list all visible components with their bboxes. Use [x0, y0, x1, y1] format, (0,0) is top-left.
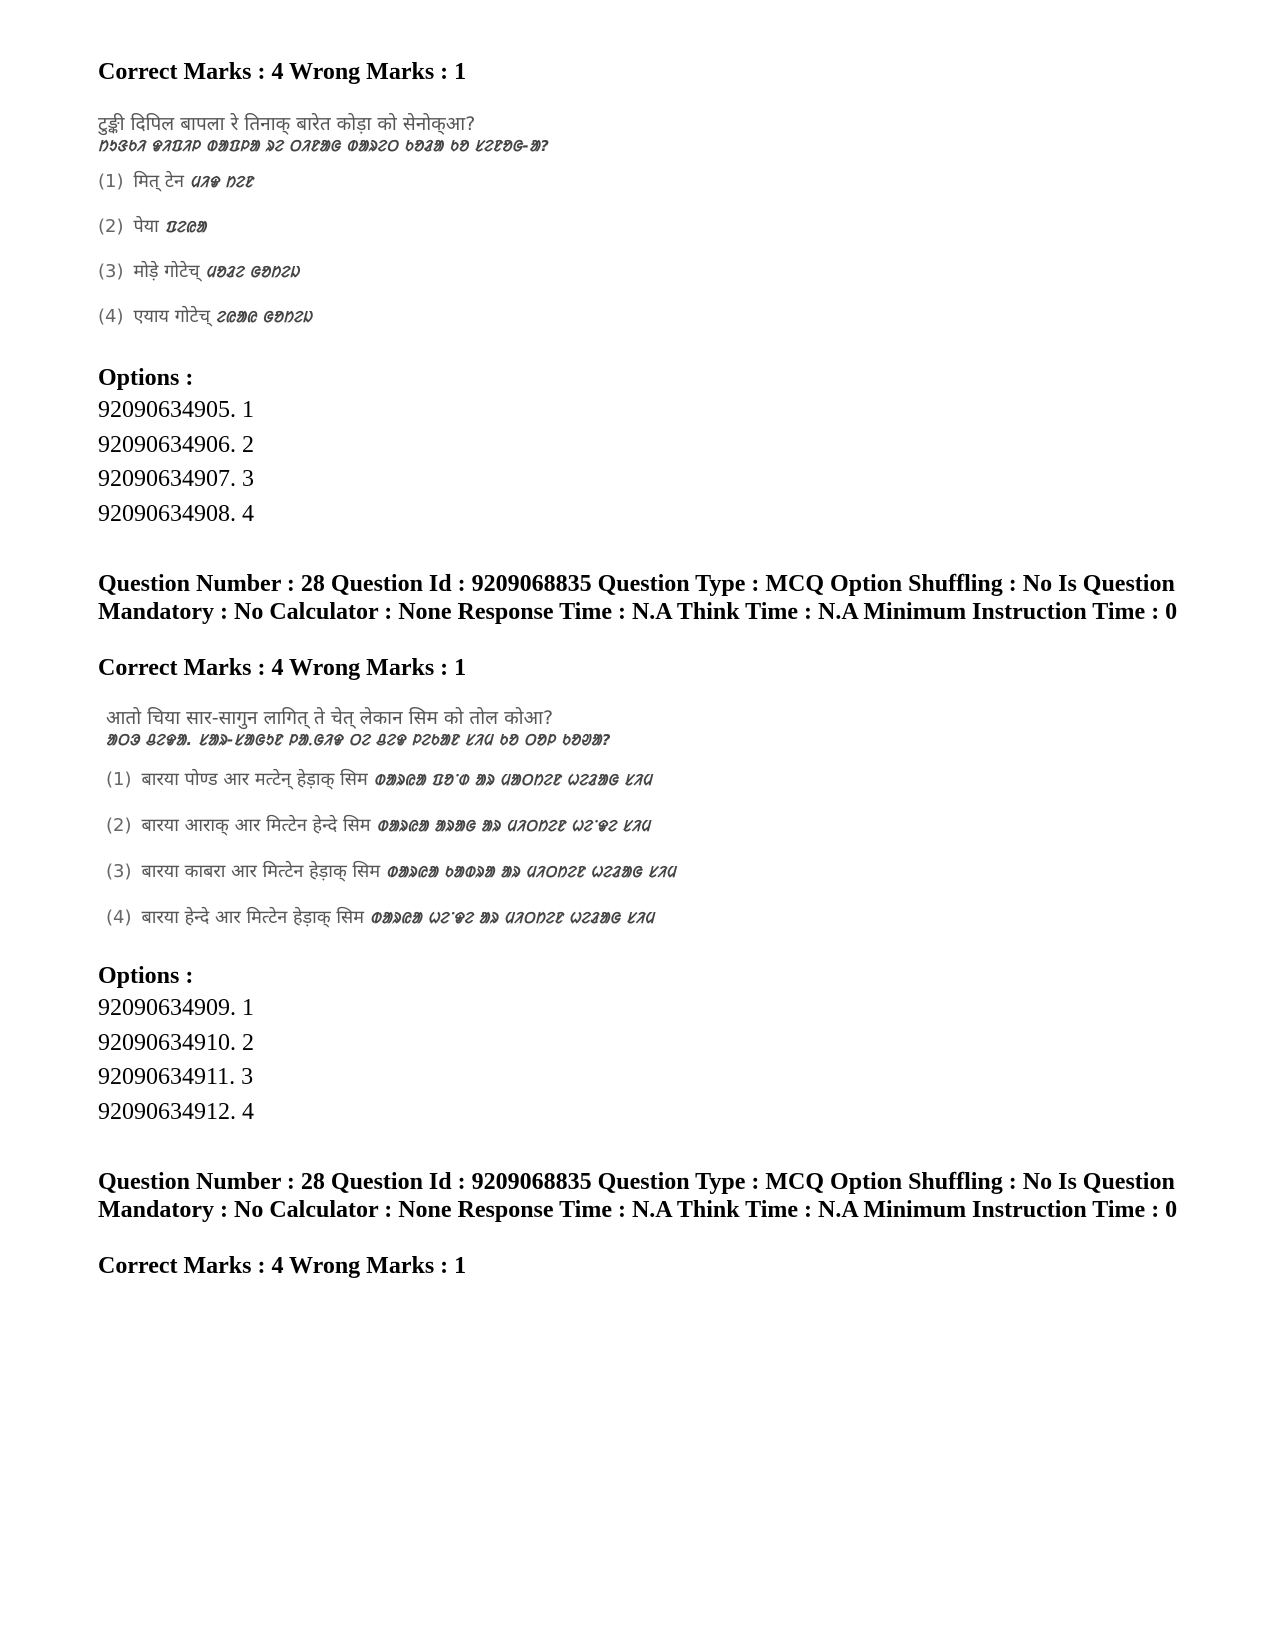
marks-line: Correct Marks : 4 Wrong Marks : 1 [98, 1253, 467, 1279]
option-item: 92090634909. 1 [98, 995, 254, 1021]
image-option: (1) बारया पोण्ड आर मत्टेन् हेड़ाक् सिम ᱵᱟᱨᱭᱟ ᱯᱚᱸᱰ ᱟᱨ ᱢᱟᱛᱴᱮᱱ ᱦᱮᱲᱟᱜ ᱥᱤᱢ [106, 769, 653, 790]
image-option: (3) मोड़े गोटेच् ᱢᱚᱲᱮ ᱜᱚᱴᱮᱡ [98, 261, 300, 282]
option-list [98, 991, 254, 1129]
question-text-devanagari: आतो चिया सार-सागुन लागित् ते चेत् लेकान सिम को तोल कोआ? [106, 707, 554, 729]
option-item: 92090634905. 1 [98, 397, 254, 423]
question-image [98, 112, 549, 329]
question-text-olchiki: ᱴᱩᱝᱠᱤ ᱫᱤᱯᱤᱞ ᱵᱟᱯᱞᱟ ᱨᱮ ᱛᱤᱱᱟᱜ ᱵᱟᱨᱮᱛ ᱠᱚᱲᱟ ᱠᱚ ᱥᱮᱱᱚᱜ-ᱟ? [98, 137, 550, 155]
question-text-olchiki: ᱟᱛᱳ ᱪᱮᱫᱟ. ᱥᱟᱨ-ᱥᱟᱜᱩᱱ ᱞᱟᱹᱜᱤᱫ ᱛᱮ ᱪᱮᱫ ᱞᱮᱠᱟᱱ ᱥᱤᱢ ᱠᱚ ᱛᱚᱞ ᱠᱚᱣᱟ? [106, 731, 611, 749]
image-option: (2) बारया आराक् आर मित्टेन हेन्दे सिम ᱵᱟᱨᱭᱟ ᱟᱨᱟᱜ ᱟᱨ ᱢᱤᱛᱴᱮᱱ ᱦᱮᱸᱫᱮ ᱥᱤᱢ [106, 815, 651, 836]
image-option: (2) पेया ᱯᱮᱭᱟ [98, 216, 207, 237]
options-label: Options : [98, 963, 194, 989]
marks-line: Correct Marks : 4 Wrong Marks : 1 [98, 59, 467, 85]
option-item: 92090634907. 3 [98, 466, 254, 492]
option-item: 92090634910. 2 [98, 1029, 254, 1056]
question-image [106, 706, 676, 930]
option-item: 92090634912. 4 [98, 1098, 254, 1125]
question-text-devanagari: टुङ्की दिपिल बापला रे तिनाक् बारेत कोड़ा को सेनोक्आ? [98, 113, 476, 135]
image-option: (1) मित् टेन ᱢᱤᱫ ᱴᱮᱱ [98, 171, 254, 192]
options-label: Options : [98, 365, 194, 391]
option-list [98, 393, 254, 531]
image-option: (4) एयाय गोटेच् ᱮᱭᱟᱭ ᱜᱚᱴᱮᱡ [98, 306, 313, 327]
option-item: 92090634908. 4 [98, 500, 254, 527]
marks-line: Correct Marks : 4 Wrong Marks : 1 [98, 655, 467, 681]
question-meta: Question Number : 28 Question Id : 9209068835 Question Type : MCQ Option Shuffling : No Is Question Mandatory : No Calculator : None Response Time : N.A Think Time : N.A Minimum Instruction Time : 0 [98, 571, 1178, 625]
option-item: 92090634906. 2 [98, 431, 254, 458]
option-item: 92090634911. 3 [98, 1064, 254, 1090]
question-meta: Question Number : 28 Question Id : 9209068835 Question Type : MCQ Option Shuffling : No Is Question Mandatory : No Calculator : None Response Time : N.A Think Time : N.A Minimum Instruction Time : 0 [98, 1169, 1178, 1223]
image-option: (4) बारया हेन्दे आर मित्टेन हेड़ाक् सिम ᱵᱟᱨᱭᱟ ᱦᱮᱸᱫᱮ ᱟᱨ ᱢᱤᱛᱴᱮᱱ ᱦᱮᱲᱟᱜ ᱥᱤᱢ [106, 907, 655, 928]
image-option: (3) बारया काबरा आर मित्टेन हेड़ाक् सिम ᱵᱟᱨᱭᱟ ᱠᱟᱵᱨᱟ ᱟᱨ ᱢᱤᱛᱴᱮᱱ ᱦᱮᱲᱟᱜ ᱥᱤᱢ [106, 861, 676, 882]
